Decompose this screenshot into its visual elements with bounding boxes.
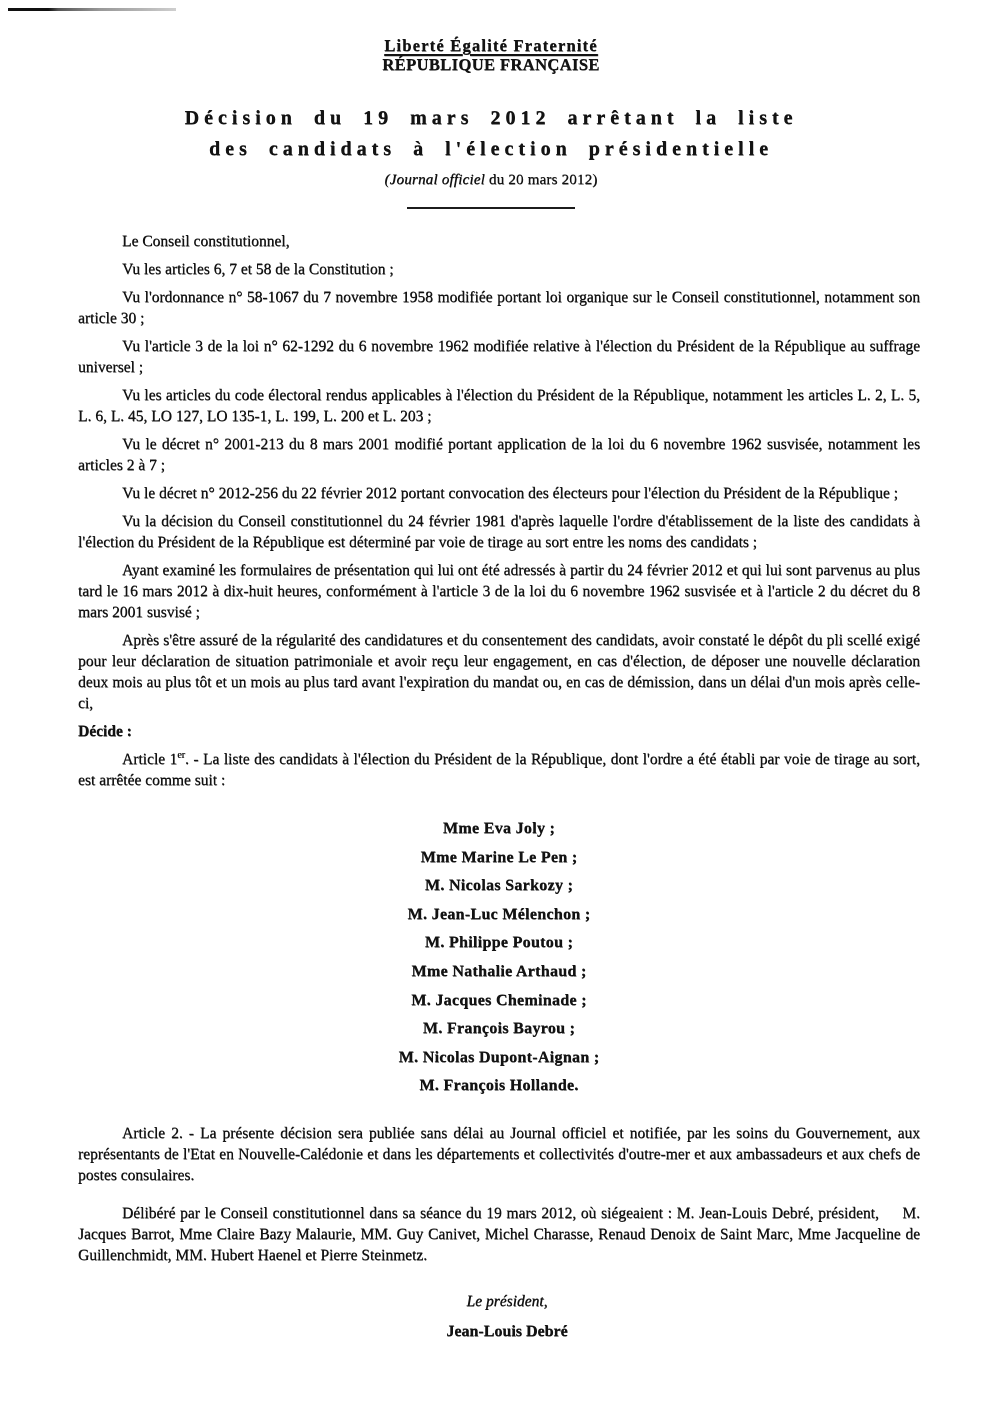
document-header (0, 0, 991, 209)
paragraph-considerant-2: Après s'être assuré de la régularité des candidatures et du consentement des candidats, avoir constaté le dépôt du pli scellé exigé pour leur déclaration de situation patrimoniale et avoir reçu leur engagement, en cas d'élection, de déposer une nouvelle déclaration deux mois au plus tôt et un mois au plus tard avant l'expiration du mandat ou, en cas de démission, dans un délai d'un mois après celle-ci, (78, 632, 920, 712)
paragraph-visa-1: Vu les articles 6, 7 et 58 de la Constitution ; (122, 261, 394, 278)
journal-reference-date: du 20 mars 2012) (484, 172, 598, 188)
title-line-1: Décision du 19 mars 2012 arrêtant la liste (184, 107, 798, 129)
candidate-line: M. François Bayrou ; (422, 1020, 576, 1038)
paragraph-visa-3: Vu l'article 3 de la loi n° 62-1292 du 6 novembre 1962 modifiée relative à l'élection du Président de la République au suffrage universel ; (78, 338, 920, 376)
candidate-line: Mme Marine Le Pen ; (420, 848, 578, 866)
separator-rule (407, 207, 575, 209)
paragraph-preamble: Le Conseil constitutionnel, (122, 233, 290, 250)
paragraph-deliberation: Délibéré par le Conseil constitutionnel dans sa séance du 19 mars 2012, où siégeaient : M. Jean-Louis Debré, président, M. Jacques Barrot, Mme Claire Bazy Malaurie, MM. Guy Canivet, Michel Charasse, Renaud Denoix de Saint Marc, Mme Jacqueline de Guillenchmidt, MM. Hubert Haenel et Pierre Steinmetz. (78, 1204, 920, 1264)
decide-heading: Décide : (78, 723, 132, 740)
article-1-label: Article 1 (122, 751, 178, 768)
candidates-list (78, 815, 920, 1101)
signature-name: Jean-Louis Debré (446, 1322, 568, 1340)
candidate-line: M. Nicolas Dupont-Aignan ; (398, 1048, 600, 1066)
article-1-text: . - La liste des candidats à l'élection du Président de la République, dont l'ordre a été établi par voie de tirage au sort, est arrêtée comme suit : (78, 751, 920, 789)
candidate-line: M. Jacques Cheminade ; (411, 991, 587, 1009)
title-line-2: des candidats à l'élection présidentielle (208, 138, 774, 160)
journal-reference-italic: (Journal officiel (384, 172, 485, 188)
signature-block (86, 1292, 928, 1342)
paragraph-visa-5: Vu le décret n° 2001-213 du 8 mars 2001 modifié portant application de la loi du 6 novembre 1962 susvisée, notamment les articles 2 à 7 ; (78, 436, 920, 474)
paragraph-article-1 (78, 749, 920, 791)
paragraph-visa-6: Vu le décret n° 2012-256 du 22 février 2012 portant convocation des électeurs pour l'élection du Président de la République ; (122, 485, 898, 502)
paragraph-considerant-1: Ayant examiné les formulaires de présentation qui lui ont été adressés à partir du 24 février 2012 et qui lui sont parvenus au plus tard le 16 mars 2012 à dix-huit heures, conformément à l'article 3 de la loi du 6 novembre 1962 susvisée et à l'article 2 du décret du 8 mars 2001 susvisé ; (78, 562, 920, 621)
journal-reference (0, 172, 991, 189)
article-1-superscript: er (177, 749, 186, 761)
candidate-line: M. Jean-Luc Mélenchon ; (407, 905, 591, 923)
paragraph-visa-2: Vu l'ordonnance n° 58-1067 du 7 novembre 1958 modifiée portant loi organique sur le Conseil constitutionnel, notamment son article 30 ; (78, 289, 920, 327)
paragraph-visa-4: Vu les articles du code électoral rendus applicables à l'élection du Président de la République, notamment les articles L. 2, L. 5, L. 6, L. 45, LO 127, LO 135-1, L. 199, L. 200 et L. 203 ; (78, 387, 920, 425)
document-title (0, 103, 991, 165)
paragraph-article-2: Article 2. - La présente décision sera publiée sans délai au Journal officiel et notifiée, par les soins du Gouvernement, aux représentants de l'Etat en Nouvelle-Calédonie et dans les départements et collectivités d'outre-mer et aux ambassadeurs et aux chefs de postes consulaires. (78, 1124, 920, 1184)
candidate-line: M. Philippe Poutou ; (424, 934, 574, 952)
candidate-line: M. Nicolas Sarkozy ; (424, 877, 574, 895)
republic-name: RÉPUBLIQUE FRANÇAISE (382, 55, 600, 74)
document-body (78, 231, 920, 1342)
candidate-line: M. François Hollande. (419, 1077, 579, 1095)
republic-motto: Liberté Égalité Fraternité (384, 36, 598, 55)
paragraph-visa-7: Vu la décision du Conseil constitutionnel du 24 février 1981 d'après laquelle l'ordre d'établissement de la liste des candidats à l'élection du Président de la République est déterminé par voie de tirage au sort entre les noms des candidats ; (78, 513, 920, 551)
candidate-line: Mme Nathalie Arthaud ; (411, 962, 587, 980)
signature-role: Le président, (466, 1292, 548, 1310)
candidate-line: Mme Eva Joly ; (442, 820, 556, 837)
